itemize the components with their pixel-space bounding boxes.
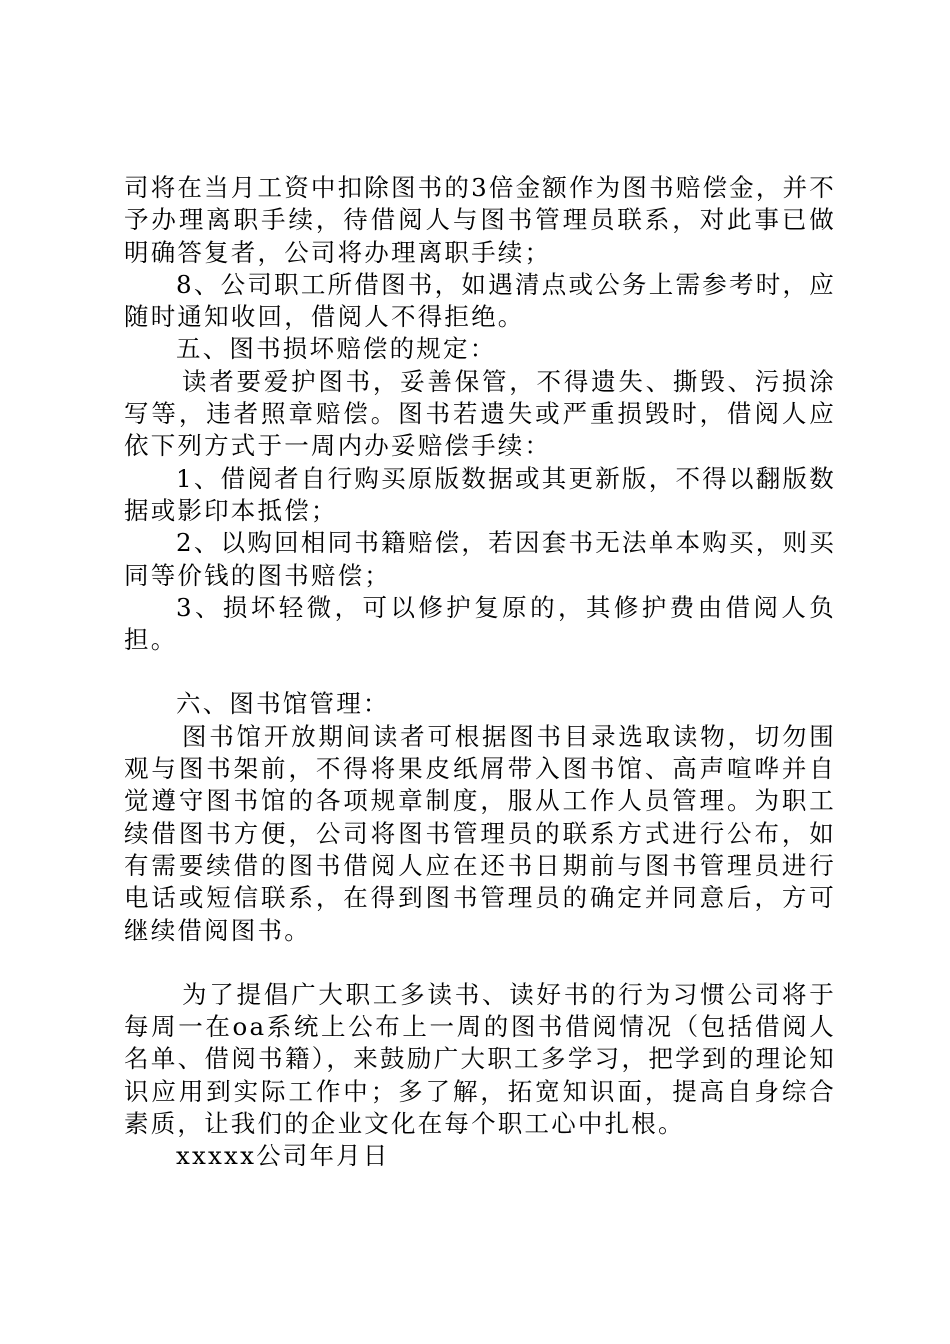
- continued-paragraph: 司将在当月工资中扣除图书的3倍金额作为图书赔偿金，并不予办理离职手续，待借阅人与图书管理员联系，对此事已做明确答复者，公司将办理离职手续；: [124, 173, 836, 267]
- section-5-item-1: 1、借阅者自行购买原版数据或其更新版，不得以翻版数据或影印本抵偿；: [124, 463, 836, 525]
- section-5-intro: 读者要爱护图书，妥善保管，不得遗失、撕毁、污损涂写等，违者照章赔偿。图书若遗失或严重损毁时，借阅人应依下列方式于一周内办妥赔偿手续：: [124, 366, 836, 461]
- blank-line: [124, 947, 836, 979]
- section-6-body: 图书馆开放期间读者可根据图书目录选取读物，切勿围观与图书架前，不得将果皮纸屑带入图书馆、高声喧哗并自觉遵守图书馆的各项规章制度，服从工作人员管理。为职工续借图书方便，公司将图书管理员的联系方式进行公布，如有需要续借的图书借阅人应在还书日期前与图书管理员进行电话或短信联系，在得到图书管理员的确定并同意后，方可继续借阅图书。: [124, 721, 836, 945]
- section-5-heading: 五、图书损坏赔偿的规定：: [176, 334, 497, 364]
- document-body: [124, 172, 836, 1173]
- blank-line: [124, 656, 836, 688]
- section-6-heading: 六、图书馆管理：: [176, 689, 390, 719]
- rule-item-8: 8、公司职工所借图书，如遇清点或公务上需参考时，应随时通知收回，借阅人不得拒绝。: [124, 269, 836, 332]
- signature-line: xxxxx公司年月日: [176, 1141, 390, 1171]
- section-5-item-3: 3、损坏轻微，可以修护复原的，其修护费由借阅人负担。: [124, 592, 836, 655]
- section-5-item-2: 2、以购回相同书籍赔偿，若因套书无法单本购买，则买同等价钱的图书赔偿；: [124, 528, 836, 590]
- closing-paragraph: 为了提倡广大职工多读书、读好书的行为习惯公司将于每周一在oa系统上公布上一周的图书借阅情况（包括借阅人名单、借阅书籍），来鼓励广大职工多学习，把学到的理论知识应用到实际工作中；多了解，拓宽知识面，提高自身综合素质，让我们的企业文化在每个职工心中扎根。: [124, 979, 836, 1139]
